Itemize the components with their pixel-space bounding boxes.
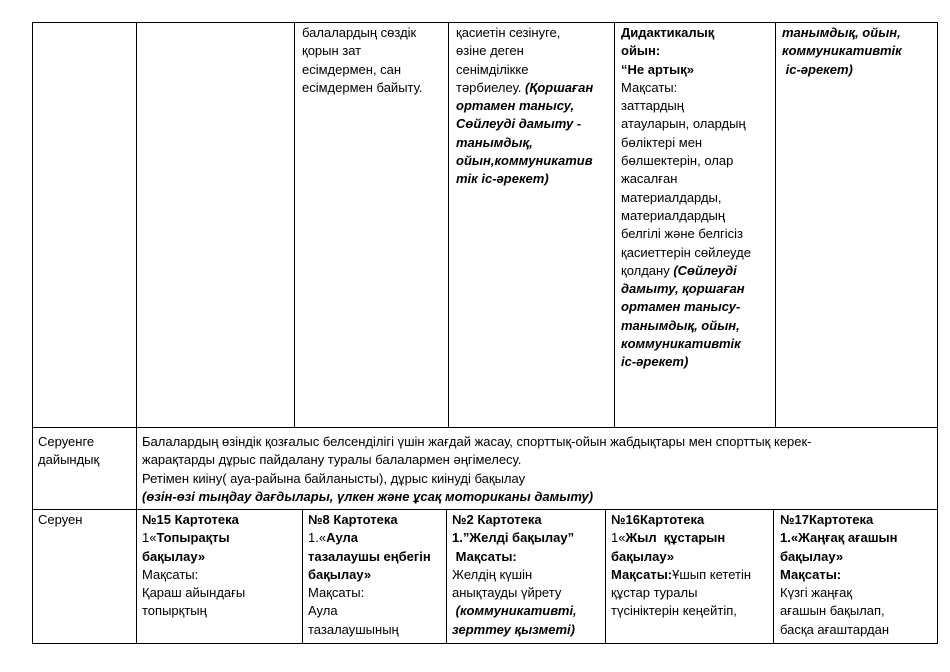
text-line: бақылау»	[142, 548, 206, 564]
text-line	[611, 529, 751, 547]
text-line: қасиеттерін сөйлеуде	[621, 244, 751, 260]
text-line: есімдермен, сан	[302, 61, 402, 77]
text-line: топырқтың	[142, 603, 207, 619]
text-line: 1.«Жаңғақ ағашын	[780, 530, 898, 546]
text-line: (өзін-өзі тыңдау дағдылары, үлкен және ұсақ моториканы дамыту)	[142, 488, 594, 504]
text-span: Ұшып кететін	[672, 566, 752, 582]
text-line: балалардың сөздік	[302, 25, 417, 40]
col-divider-row3-4	[605, 509, 606, 644]
text-line: іс-әрекет)	[621, 354, 689, 370]
text-line: жасалған	[621, 171, 678, 187]
walk-preparation-text	[142, 433, 812, 506]
text-line: 1.”Желді бақылау”	[452, 530, 575, 546]
text-line: танымдық, ойын,	[621, 317, 740, 333]
text-line: белгілі және белгісіз	[621, 226, 744, 242]
text-line: бақылау»	[611, 548, 675, 564]
text-line: ойын,коммуникатив	[456, 153, 593, 169]
text-span-bold: Топырақты	[156, 530, 230, 546]
text-line: Мақсаты:	[452, 548, 517, 564]
text-line: дамыту, қоршаған	[621, 281, 745, 297]
col-divider-row1-4	[614, 22, 615, 427]
text-line: бақылау»	[780, 548, 844, 564]
text-line: Мақсаты:	[308, 585, 365, 601]
text-span-bold-italic: (Қоршаған	[525, 79, 594, 95]
text-line: Қараш айындағы	[142, 585, 246, 601]
text-line: жарақтарды дұрыс пайдалану туралы балалармен әңгімелесу.	[142, 452, 522, 468]
row-divider-1	[32, 427, 938, 428]
walk-preparation-label	[38, 433, 99, 470]
text-line: Желдің күшін	[452, 566, 533, 582]
text-line: тазалаушының	[308, 621, 399, 637]
col-divider-row3-3	[446, 509, 447, 644]
col-divider-row3-2	[302, 509, 303, 644]
walk-card-8	[308, 511, 431, 639]
text-line: Аула	[308, 603, 338, 619]
text-line: зерттеу қызметі)	[452, 621, 575, 637]
text-line: Серуен	[38, 512, 83, 527]
col-divider-1	[136, 22, 137, 644]
text-line: бөліктері мен	[621, 134, 703, 150]
text-span-bold: Мақсаты:	[611, 566, 673, 582]
col-divider-row3-5	[773, 509, 774, 644]
text-line: ортамен танысу,	[456, 98, 575, 114]
text-line: өзіне деген	[456, 43, 524, 59]
text-line: Ретімен киіну( ауа-райына байланысты), дұрыс киінуді бақылау	[142, 470, 526, 486]
row1-col5-text	[621, 24, 751, 372]
game-title-line: Дидактикалық	[621, 25, 715, 40]
text-span: 1.«	[308, 530, 327, 546]
table-bottom-border	[32, 643, 938, 644]
text-line: Серуенге	[38, 434, 95, 449]
text-line: түсініктерін кеңейтіп,	[611, 603, 737, 619]
text-span-bold-italic: (Сөйлеуді	[673, 262, 737, 278]
row1-col4-text	[456, 24, 593, 189]
text-line	[621, 262, 751, 280]
walk-card-17	[780, 511, 898, 639]
text-line: тік іс-әрекет)	[456, 171, 549, 187]
text-span: қолдану	[621, 262, 674, 278]
text-line: есімдермен байыту.	[302, 79, 423, 95]
walk-card-16	[611, 511, 751, 621]
text-line: Балалардың өзіндік қозғалыс белсенділігі үшін жағдай жасау, спорттық-ойын жабдықтары мен спорттық керек-	[142, 434, 812, 449]
table-top-border	[32, 22, 938, 23]
text-line: іс-әрекет)	[782, 61, 853, 77]
walk-card-15	[142, 511, 245, 621]
text-line: танымдық,	[456, 134, 533, 150]
text-line: материалдардың	[621, 207, 726, 223]
text-line: құстар туралы	[611, 585, 698, 601]
col-divider-row1-2	[294, 22, 295, 427]
text-line: Мақсаты:	[142, 566, 199, 582]
card-title: №17Картотека	[780, 512, 874, 527]
card-title: №16Картотека	[611, 512, 705, 527]
text-line: атауларын, олардың	[621, 116, 746, 132]
text-line: Сөйлеуді дамыту -	[456, 116, 582, 132]
text-line: дайындық	[38, 452, 100, 468]
text-line: қасиетін сезінуге,	[456, 25, 561, 40]
row-divider-2	[32, 509, 938, 510]
text-line: бөлшектерін, олар	[621, 153, 734, 169]
col-divider-row1-5	[775, 22, 776, 427]
text-span: 1«	[611, 530, 626, 546]
text-line: тазалаушы еңбегін	[308, 548, 431, 564]
row1-col3-text	[302, 24, 422, 97]
text-span-bold: Жыл құстарын	[625, 530, 726, 546]
text-line: материалдарды,	[621, 189, 722, 205]
text-line: қорын зат	[302, 43, 362, 59]
game-title-line: ойын:	[621, 43, 661, 59]
text-line: Мақсаты:	[780, 566, 842, 582]
col-divider-row1-3	[448, 22, 449, 427]
card-title: №2 Картотека	[452, 512, 542, 527]
text-span: тәрбиелеу.	[456, 79, 526, 95]
row1-col6-text	[782, 24, 902, 79]
text-line: Мақсаты:	[621, 79, 678, 95]
text-line: анықтауды үйрету	[452, 585, 562, 601]
text-line: коммуникативтік	[782, 43, 902, 59]
text-span: 1«	[142, 530, 157, 546]
text-line: басқа ағаштардан	[780, 621, 890, 637]
text-line	[308, 529, 431, 547]
text-line: Күзгі жаңғақ	[780, 585, 853, 601]
walk-label	[38, 511, 82, 529]
card-title: №15 Картотека	[142, 512, 239, 527]
game-title-line: “Не артық»	[621, 61, 694, 77]
text-line: сенімділікке	[456, 61, 529, 77]
card-title: №8 Картотека	[308, 512, 398, 527]
text-line: бақылау»	[308, 566, 372, 582]
text-line	[611, 566, 751, 584]
text-line	[456, 79, 593, 97]
text-span-bold: Аула	[326, 530, 359, 546]
walk-card-2	[452, 511, 577, 639]
table-left-border	[32, 22, 33, 644]
text-line: заттардың	[621, 98, 684, 114]
text-line: ағашын бақылап,	[780, 603, 885, 619]
text-line: танымдық, ойын,	[782, 25, 901, 40]
text-line: ортамен танысу-	[621, 299, 741, 315]
text-line: (коммуникативті,	[452, 603, 577, 619]
plan-table	[32, 22, 938, 644]
text-line: коммуникативтік	[621, 336, 741, 352]
text-line	[142, 529, 245, 547]
table-right-border	[937, 22, 938, 644]
